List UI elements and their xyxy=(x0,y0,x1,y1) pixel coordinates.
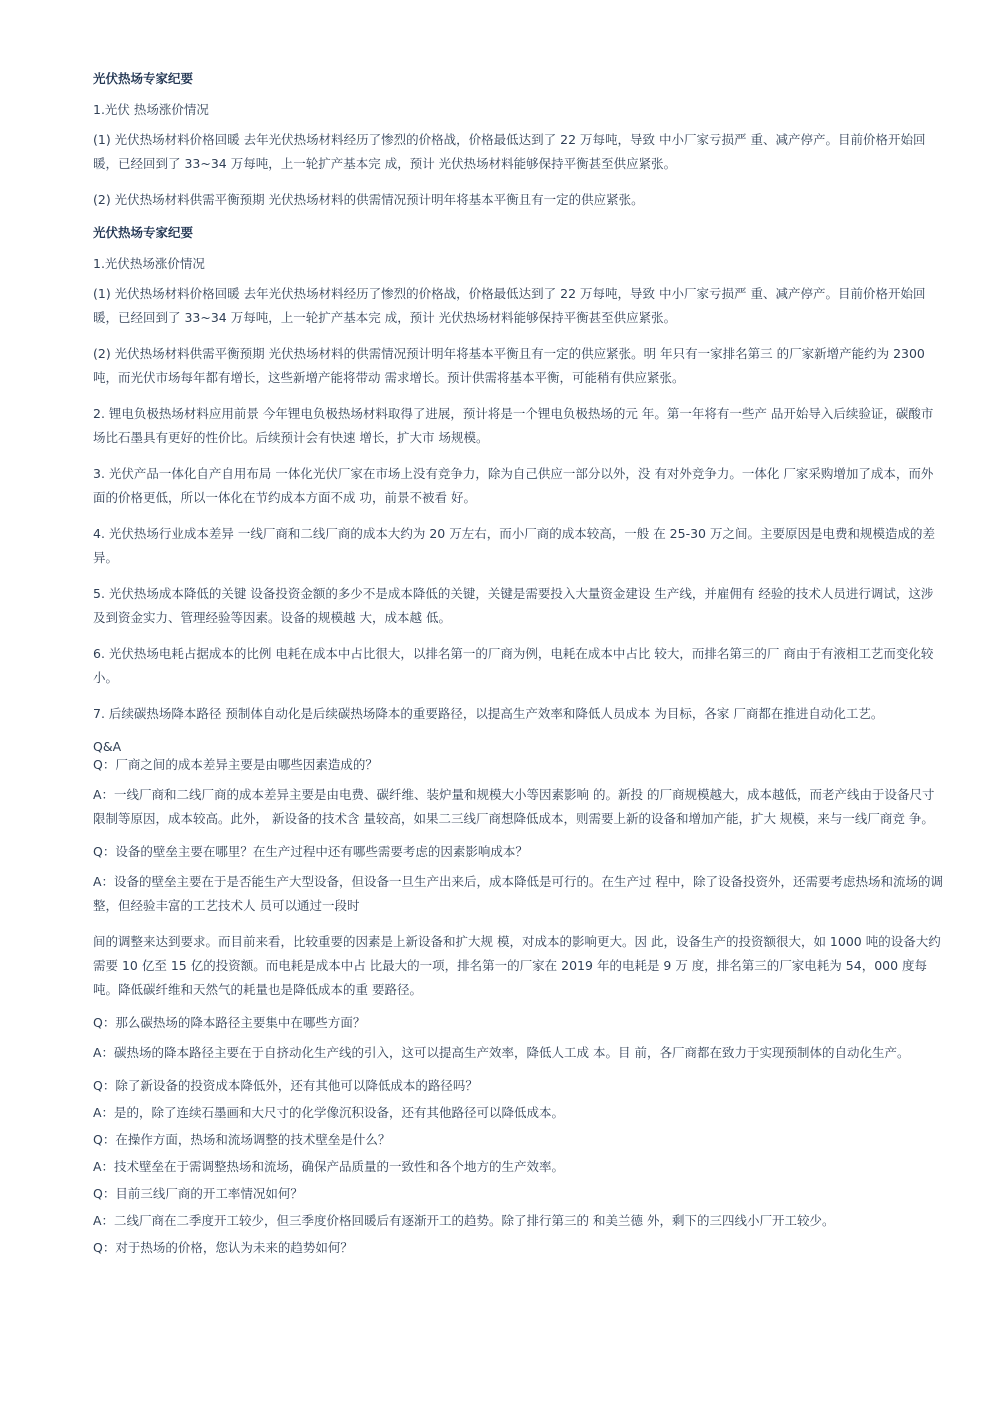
paragraph: 7. 后续碳热场降本路径 预制体自动化是后续碳热场降本的重要路径，以提高生产效率和降低人员成本 为目标，各家 厂商都在推进自动化工艺。 xyxy=(93,706,884,721)
qa-label: Q&A xyxy=(93,739,122,754)
question: Q：目前三线厂商的开工率情况如何？ xyxy=(93,1186,303,1201)
paragraph: (1) 光伏热场材料价格回暖 去年光伏热场材料经历了惨烈的价格战，价格最低达到了 22 万每吨，导致 中小厂家亏损严 重、减产停产。目前价格开始回暖，已经回到了 33~34 万每吨，上一轮扩产基本完 成，预计 光伏热场材料能够保持平衡甚至供应紧张。 xyxy=(93,286,926,325)
answer: A：技术壁垒在于需调整热场和流场，确保产品质量的一致性和各个地方的生产效率。 xyxy=(93,1159,565,1174)
answer: 间的调整来达到要求。而目前来看，比较重要的因素是上新设备和扩大规 模，对成本的影响更大。因 此，设备生产的投资额很大，如 1000 吨的设备大约需要 10 亿至 15 亿的投资额。而电耗是成本中占 比最大的一项，排名第一的厂家在 2019 年的电耗是 9 万 度，排名第三的厂家电耗为 54，000 度每 吨。降低碳纤维和天然气的耗量也是降低成本的重 要路径。 xyxy=(93,934,941,997)
answer: A：二线厂商在二季度开工较少，但三季度价格回暖后有逐渐开工的趋势。除了排行第三的 和美兰德 外，剩下的三四线小厂开工较少。 xyxy=(93,1213,835,1228)
answer: A：碳热场的降本路径主要在于自挤动化生产线的引入，这可以提高生产效率，降低人工成 本。目 前，各厂商都在致力于实现预制体的自动化生产。 xyxy=(93,1045,910,1060)
question: Q：除了新设备的投资成本降低外，还有其他可以降低成本的路径吗？ xyxy=(93,1078,478,1093)
answer: A：一线厂商和二线厂商的成本差异主要是由电费、碳纤维、装炉量和规模大小等因素影响 的。新投 的厂商规模越大，成本越低，而老产线由于设备尺寸限制等原因，成本较高。此外， 新设备的技术含 量较高，如果二三线厂商想降低成本，则需要上新的设备和增加产能，扩大 规模，来与一线厂商竞 争。 xyxy=(93,787,935,826)
paragraph: 4. 光伏热场行业成本差异 一线厂商和二线厂商的成本大约为 20 万左右，而小厂商的成本较高，一般 在 25-30 万之间。主要原因是电费和规模造成的差异。 xyxy=(93,526,935,565)
paragraph: 6. 光伏热场电耗占据成本的比例 电耗在成本中占比很大，以排名第一的厂商为例，电耗在成本中占比 较大，而排名第三的厂 商由于有液相工艺而变化较小。 xyxy=(93,646,934,685)
section-heading: 1.光伏 热场涨价情况 xyxy=(93,102,209,117)
paragraph: (2) 光伏热场材料供需平衡预期 光伏热场材料的供需情况预计明年将基本平衡且有一定的供应紧张。 xyxy=(93,192,644,207)
doc-title: 光伏热场专家纪要 xyxy=(93,225,194,240)
document-page xyxy=(93,70,945,1266)
paragraph: (2) 光伏热场材料供需平衡预期 光伏热场材料的供需情况预计明年将基本平衡且有一定的供应紧张。明 年只有一家排名第三 的厂家新增产能约为 2300 吨，而光伏市场每年都有增长，这些新增产能将带动 需求增长。预计供需将基本平衡，可能稍有供应紧张。 xyxy=(93,346,925,385)
doc-title: 光伏热场专家纪要 xyxy=(93,71,194,86)
answer: A：设备的壁垒主要在于是否能生产大型设备，但设备一旦生产出来后，成本降低是可行的。在生产过 程中，除了设备投资外，还需要考虑热场和流场的调整，但经验丰富的工艺技术人 员可以通过一段时 xyxy=(93,874,944,913)
paragraph: 5. 光伏热场成本降低的关键 设备投资金额的多少不是成本降低的关键，关键是需要投入大量资金建设 生产线，并雇佣有 经验的技术人员进行调试，这涉及到资金实力、管理经验等因素。设备的规模越 大，成本越 低。 xyxy=(93,586,934,625)
paragraph: 3. 光伏产品一体化自产自用布局 一体化光伏厂家在市场上没有竞争力，除为自己供应一部分以外，没 有对外竞争力。一体化 厂家采购增加了成本，而外面的价格更低，所以一体化在节约成本方面不成 功，前景不被看 好。 xyxy=(93,466,934,505)
answer: A：是的，除了连续石墨画和大尺寸的化学像沉积设备，还有其他路径可以降低成本。 xyxy=(93,1105,565,1120)
paragraph: (1) 光伏热场材料价格回暖 去年光伏热场材料经历了惨烈的价格战，价格最低达到了 22 万每吨，导致 中小厂家亏损严 重、减产停产。目前价格开始回暖，已经回到了 33~34 万每吨，上一轮扩产基本完 成，预计 光伏热场材料能够保持平衡甚至供应紧张。 xyxy=(93,132,926,171)
section-heading: 1.光伏热场涨价情况 xyxy=(93,256,205,271)
question: Q：对于热场的价格，您认为未来的趋势如何？ xyxy=(93,1240,353,1255)
question: Q：在操作方面，热场和流场调整的技术壁垒是什么？ xyxy=(93,1132,391,1147)
question: Q：那么碳热场的降本路径主要集中在哪些方面？ xyxy=(93,1015,366,1030)
paragraph: 2. 锂电负极热场材料应用前景 今年锂电负极热场材料取得了进展，预计将是一个锂电负极热场的元 年。第一年将有一些产 品开始导入后续验证，碳酸市场比石墨具有更好的性价比。后续预计会有快速 增长，扩大市 场规模。 xyxy=(93,406,934,445)
question: Q：厂商之间的成本差异主要是由哪些因素造成的？ xyxy=(93,757,378,772)
question: Q：设备的壁垒主要在哪里？在生产过程中还有哪些需要考虑的因素影响成本？ xyxy=(93,844,528,859)
